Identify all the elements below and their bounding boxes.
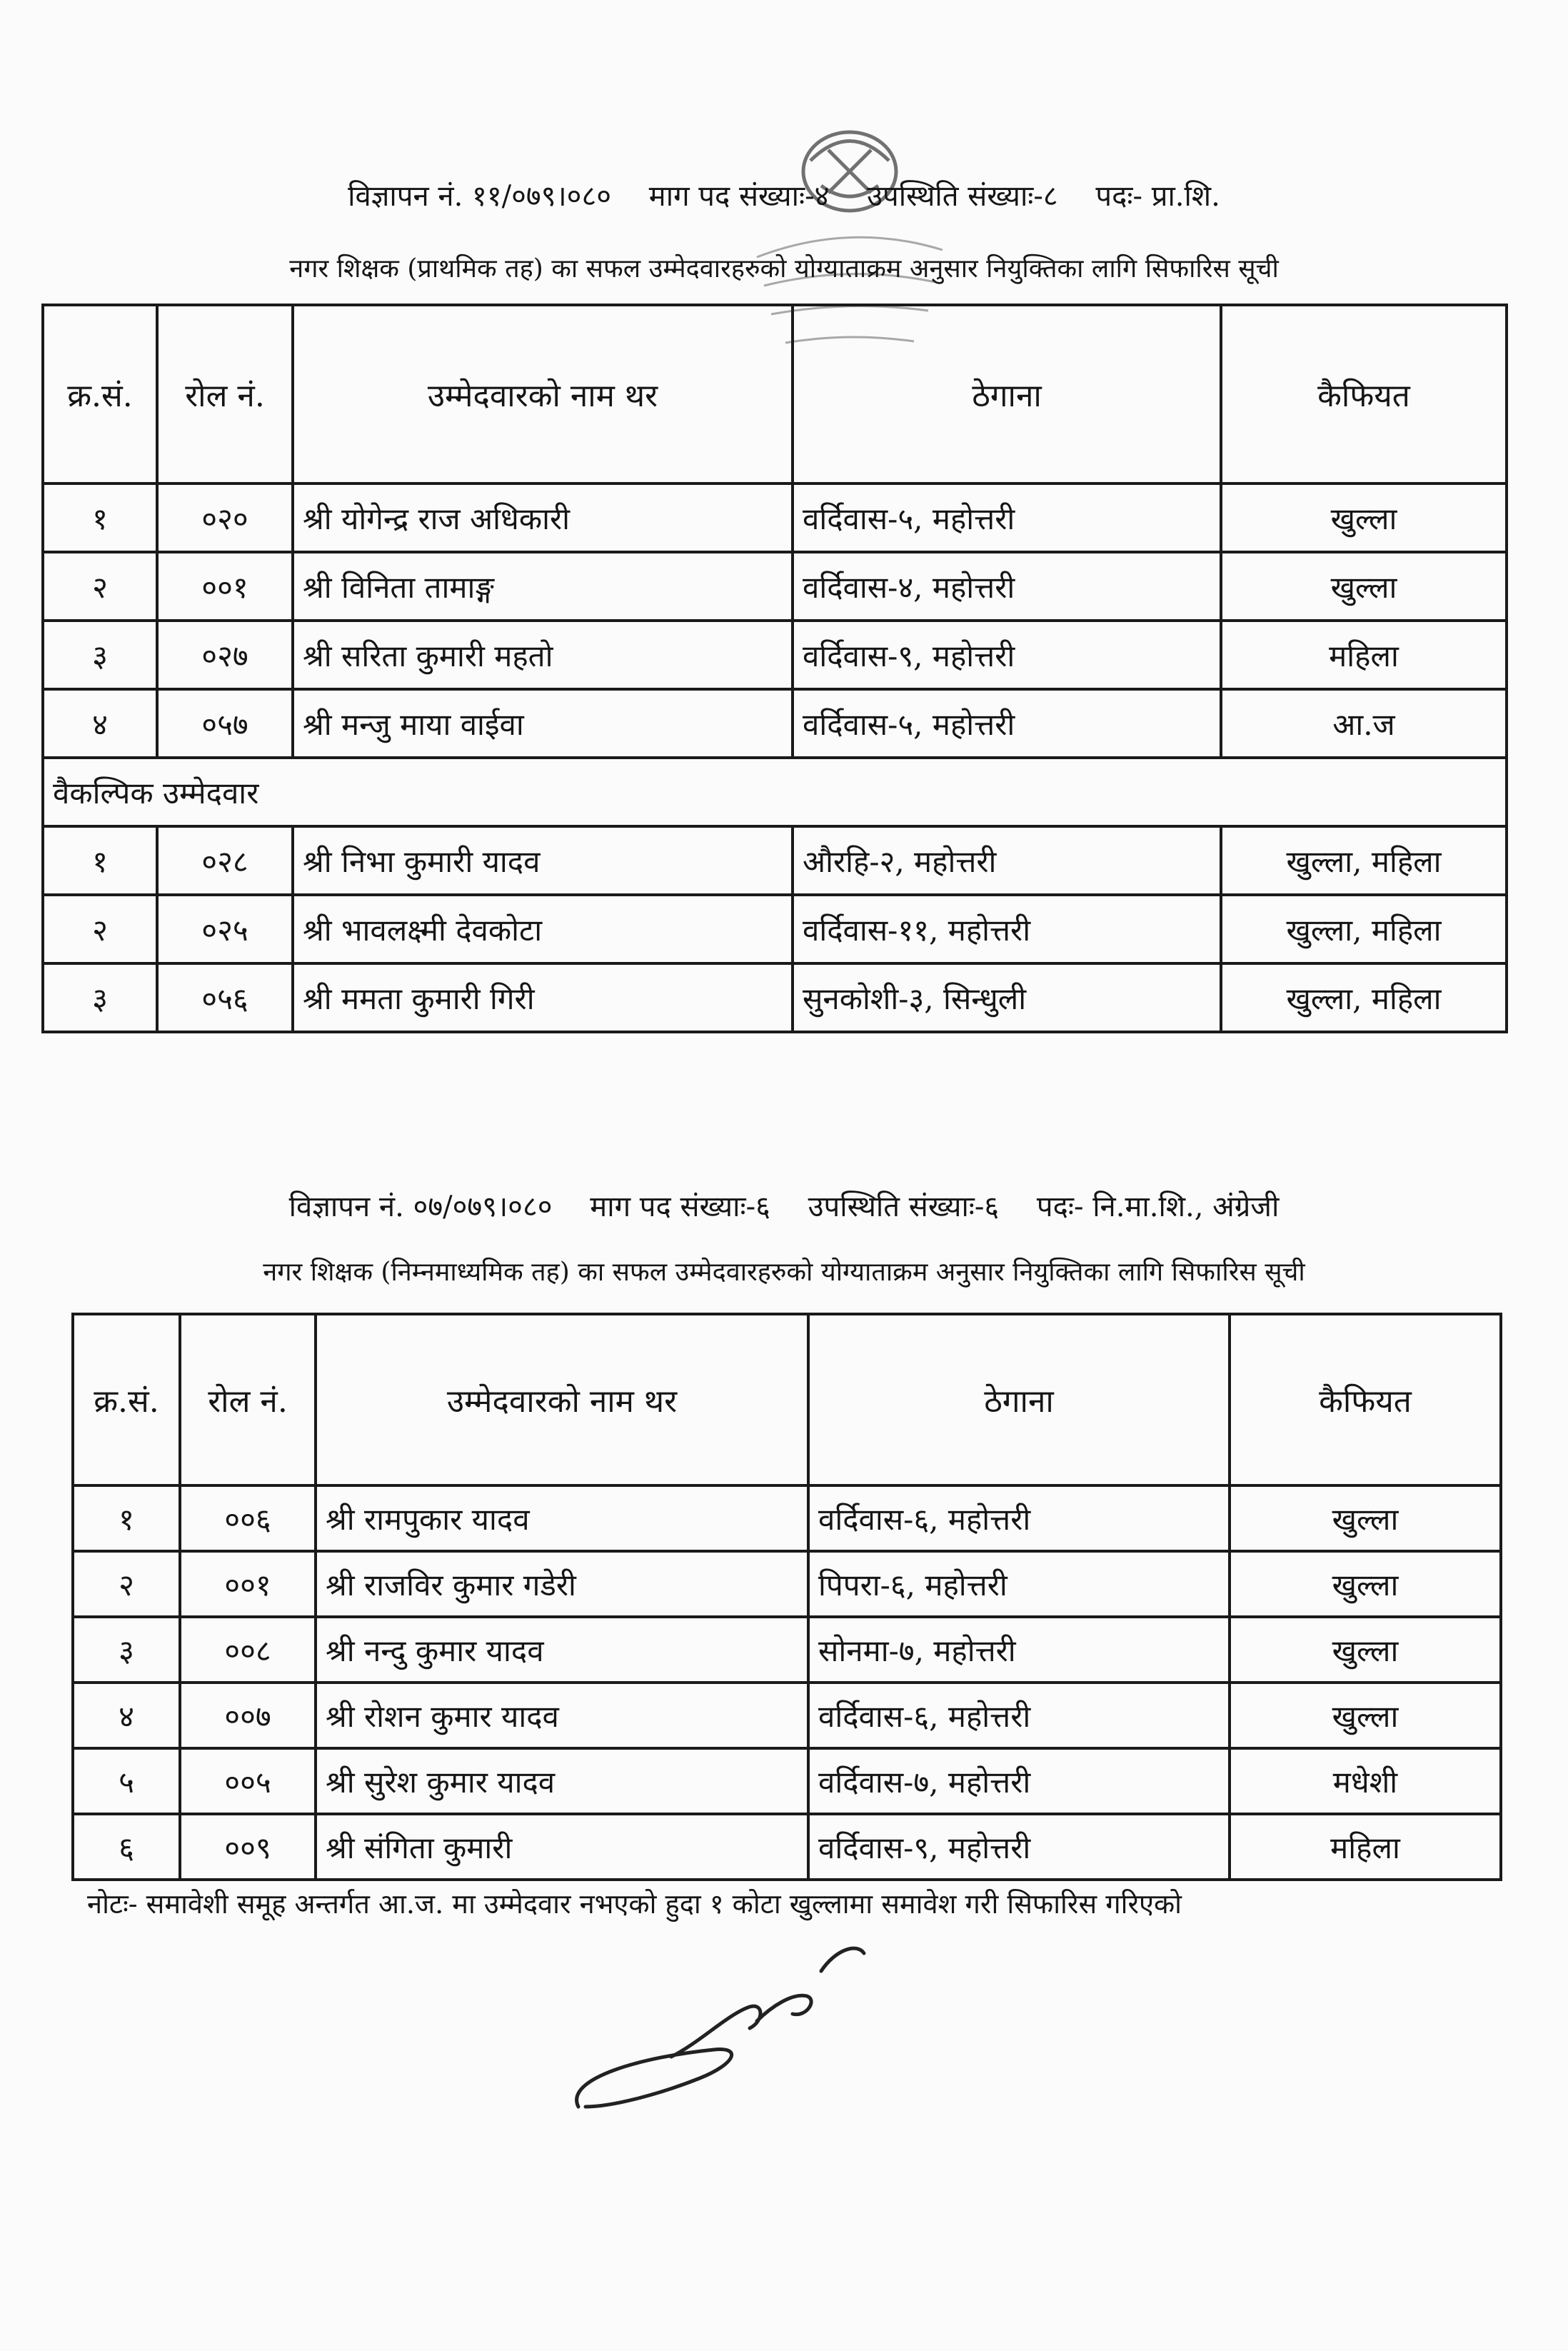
serial-cell: ५ [73,1748,180,1814]
address-cell: वर्दिवास-४, महोत्तरी [793,552,1221,621]
roll-cell: ०५६ [157,963,293,1032]
col-address-header: ठेगाना [808,1314,1230,1485]
address-cell: सोनमा-७, महोत्तरी [808,1617,1230,1683]
name-cell: श्री सरिता कुमारी महतो [293,621,793,689]
roll-cell: ०२५ [157,895,293,963]
col-serial-header: क्र.सं. [73,1314,180,1485]
address-cell: वर्दिवास-५, महोत्तरी [793,689,1221,758]
roll-cell: ००१ [157,552,293,621]
table-row [73,1683,1501,1748]
col-name-header: उम्मेदवारको नाम थर [316,1314,808,1485]
name-cell: श्री नन्दु कुमार यादव [316,1617,808,1683]
table-row [73,1617,1501,1683]
section2-title: नगर शिक्षक (निम्नमाध्यमिक तह) का सफल उम्मेदवारहरुको योग्याताक्रम अनुसार नियुक्तिका लागि सिफारिस सूची [263,1258,1305,1287]
remarks-cell: खुल्ला [1230,1683,1501,1748]
remarks-cell: खुल्ला [1230,1617,1501,1683]
remarks-cell: खुल्ला [1221,552,1507,621]
address-cell: वर्दिवास-६, महोत्तरी [808,1485,1230,1551]
serial-cell: ४ [73,1683,180,1748]
section1-table [41,304,1508,1033]
remarks-cell: महिला [1221,621,1507,689]
serial-cell: ६ [73,1814,180,1880]
remarks-cell: खुल्ला, महिला [1221,826,1507,895]
serial-cell: ३ [43,963,157,1032]
section2-post: पदः- नि.मा.शि., अंग्रेजी [1036,1190,1280,1223]
col-serial-header: क्र.सं. [43,305,157,483]
table-row [43,826,1507,895]
serial-cell: ३ [73,1617,180,1683]
address-cell: वर्दिवास-११, महोत्तरी [793,895,1221,963]
address-cell: पिपरा-६, महोत्तरी [808,1551,1230,1617]
table-header-row [73,1314,1501,1485]
address-cell: वर्दिवास-७, महोत्तरी [808,1748,1230,1814]
address-cell: वर्दिवास-५, महोत्तरी [793,483,1221,552]
roll-cell: ००६ [180,1485,316,1551]
serial-cell: २ [43,552,157,621]
address-cell: वर्दिवास-९, महोत्तरी [793,621,1221,689]
serial-cell: १ [43,483,157,552]
name-cell: श्री निभा कुमारी यादव [293,826,793,895]
col-roll-header: रोल नं. [180,1314,316,1485]
roll-cell: ००५ [180,1748,316,1814]
col-remarks-header: कैफियत [1230,1314,1501,1485]
address-cell: वर्दिवास-९, महोत्तरी [808,1814,1230,1880]
serial-cell: १ [43,826,157,895]
serial-cell: ३ [43,621,157,689]
remarks-cell: खुल्ला [1230,1485,1501,1551]
name-cell: श्री योगेन्द्र राज अधिकारी [293,483,793,552]
remarks-cell: आ.ज [1221,689,1507,758]
remarks-cell: खुल्ला, महिला [1221,895,1507,963]
table-row [73,1748,1501,1814]
signature [557,1914,885,2128]
alternate-label: वैकल्पिक उम्मेदवार [43,758,1507,826]
remarks-cell: खुल्ला, महिला [1221,963,1507,1032]
serial-cell: २ [43,895,157,963]
name-cell: श्री संगिता कुमारी [316,1814,808,1880]
section1-attendance: उपस्थिति संख्याः-८ [867,180,1058,213]
section2-attendance: उपस्थिति संख्याः-६ [808,1190,1000,1223]
name-cell: श्री रामपुकार यादव [316,1485,808,1551]
table-row [43,689,1507,758]
section2-demand-posts: माग पद संख्याः-६ [590,1190,770,1223]
col-address-header: ठेगाना [793,305,1221,483]
table-row [43,621,1507,689]
address-cell: सुनकोशी-३, सिन्धुली [793,963,1221,1032]
name-cell: श्री ममता कुमारी गिरी [293,963,793,1032]
section1-post: पदः- प्रा.शि. [1095,180,1220,213]
name-cell: श्री राजविर कुमार गडेरी [316,1551,808,1617]
serial-cell: १ [73,1485,180,1551]
name-cell: श्री विनिता तामाङ्ग [293,552,793,621]
serial-cell: ४ [43,689,157,758]
section1-title: नगर शिक्षक (प्राथमिक तह) का सफल उम्मेदवारहरुको योग्याताक्रम अनुसार नियुक्तिका लागि सिफारिस सूची [289,254,1279,284]
address-cell: औरहि-२, महोत्तरी [793,826,1221,895]
name-cell: श्री सुरेश कुमार यादव [316,1748,808,1814]
remarks-cell: खुल्ला [1230,1551,1501,1617]
table-header-row [43,305,1507,483]
roll-cell: ०२७ [157,621,293,689]
col-remarks-header: कैफियत [1221,305,1507,483]
col-roll-header: रोल नं. [157,305,293,483]
remarks-cell: मधेशी [1230,1748,1501,1814]
roll-cell: ००७ [180,1683,316,1748]
section2-advert-no: विज्ञापन नं. ०७/०७९।०८० [288,1190,553,1223]
name-cell: श्री रोशन कुमार यादव [316,1683,808,1748]
section1-demand-posts: माग पद संख्याः-४ [648,180,830,213]
address-cell: वर्दिवास-६, महोत्तरी [808,1683,1230,1748]
table-row [43,895,1507,963]
col-name-header: उम्मेदवारको नाम थर [293,305,793,483]
table-row [43,552,1507,621]
name-cell: श्री मन्जु माया वाईवा [293,689,793,758]
section2-heading [0,1185,1568,1225]
serial-cell: २ [73,1551,180,1617]
table-row [73,1485,1501,1551]
roll-cell: ०२० [157,483,293,552]
note-text: नोटः- समावेशी समूह अन्तर्गत आ.ज. मा उम्मेदवार नभएको हुदा १ कोटा खुल्लामा समावेश गरी सिफारिस गरिएको [87,1888,1182,1920]
remarks-cell: खुल्ला [1221,483,1507,552]
table-row [43,963,1507,1032]
roll-cell: ००९ [180,1814,316,1880]
roll-cell: ००१ [180,1551,316,1617]
remarks-cell: महिला [1230,1814,1501,1880]
table-row [73,1814,1501,1880]
roll-cell: ००८ [180,1617,316,1683]
alternate-group-row [43,758,1507,826]
section1-advert-no: विज्ञापन नं. ११/०७९।०८० [348,180,612,213]
section1-heading [0,175,1568,214]
name-cell: श्री भावलक्ष्मी देवकोटा [293,895,793,963]
roll-cell: ०५७ [157,689,293,758]
table-row [43,483,1507,552]
section2-table [71,1313,1502,1881]
roll-cell: ०२८ [157,826,293,895]
table-row [73,1551,1501,1617]
